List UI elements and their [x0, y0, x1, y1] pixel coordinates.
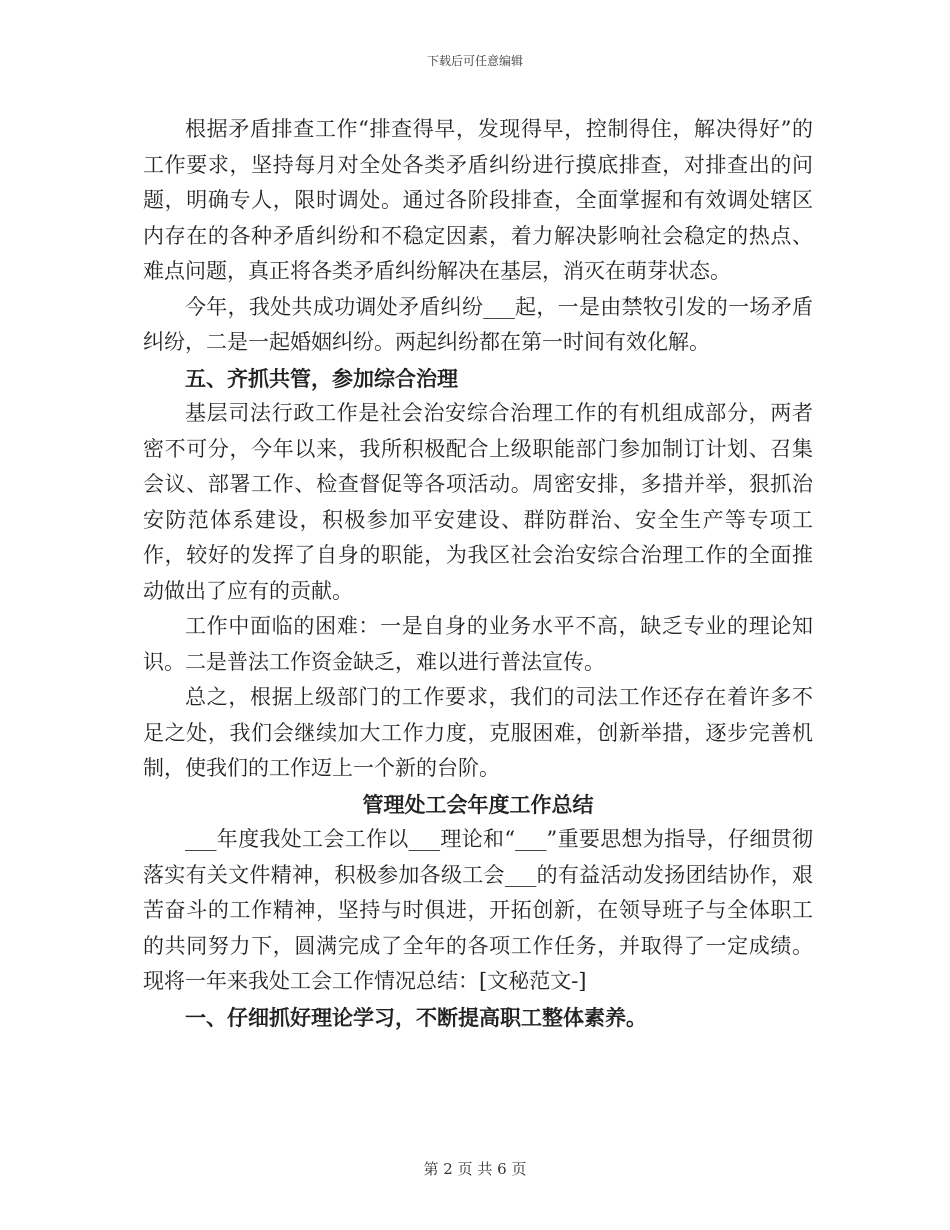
- document-body: [143, 112, 813, 1035]
- paragraph-conclusion: 总之，根据上级部门的工作要求，我们的司法工作还存在着许多不足之处，我们会继续加大工作力度，克服困难，创新举措，逐步完善机制，使我们的工作迈上一个新的台阶。: [143, 685, 813, 780]
- paragraph-union-intro: ___年度我处工会工作以___理论和“___”重要思想为指导，仔细贯彻落实有关文件精神，积极参加各级工会___的有益活动发扬团结协作，艰苦奋斗的工作精神，坚持与时俱进，开拓创新，在领导班子与全体职工的共同努力下，圆满完成了全年的各项工作任务，并取得了一定成绩。现将一年来我处工会工作情况总结：[文秘范文-]: [143, 827, 813, 993]
- page-header: 下载后可任意编辑: [426, 54, 523, 68]
- paragraph-comprehensive-governance: 基层司法行政工作是社会治安综合治理工作的有机组成部分，两者密不可分，今年以来，我所积极配合上级职能部门参加制订计划、召集会议、部署工作、检查督促等各项活动。周密安排，多措并举，狠抓治安防范体系建设，积极参加平安建设、群防群治、安全生产等专项工作，较好的发挥了自身的职能，为我区社会治安综合治理工作的全面推动做出了应有的贡献。: [143, 401, 813, 603]
- paragraph-dispute-results: 今年，我处共成功调处矛盾纠纷___起，一是由禁牧引发的一场矛盾纠纷，二是一起婚姻纠纷。两起纠纷都在第一时间有效化解。: [143, 294, 813, 354]
- article-title-union-summary: 管理处工会年度工作总结: [362, 791, 594, 817]
- section-heading-comprehensive-governance: 五、齐抓共管，参加综合治理: [185, 365, 458, 391]
- paragraph-difficulties: 工作中面临的困难：一是自身的业务水平不高，缺乏专业的理论知识。二是普法工作资金缺乏，难以进行普法宣传。: [143, 614, 813, 674]
- paragraph-dispute-screening: 根据矛盾排查工作“排查得早，发现得早，控制得住，解决得好”的工作要求，坚持每月对全处各类矛盾纠纷进行摸底排查，对排查出的问题，明确专人，限时调处。通过各阶段排查，全面掌握和有效调处辖区内存在的各种矛盾纠纷和不稳定因素，着力解决影响社会稳定的热点、难点问题，真正将各类矛盾纠纷解决在基层，消灭在萌芽状态。: [143, 117, 813, 283]
- page-footer: 第 2 页 共 6 页: [423, 1160, 527, 1178]
- section-heading-theory-study: 一、仔细抓好理论学习，不断提高职工整体素养。: [185, 1004, 647, 1030]
